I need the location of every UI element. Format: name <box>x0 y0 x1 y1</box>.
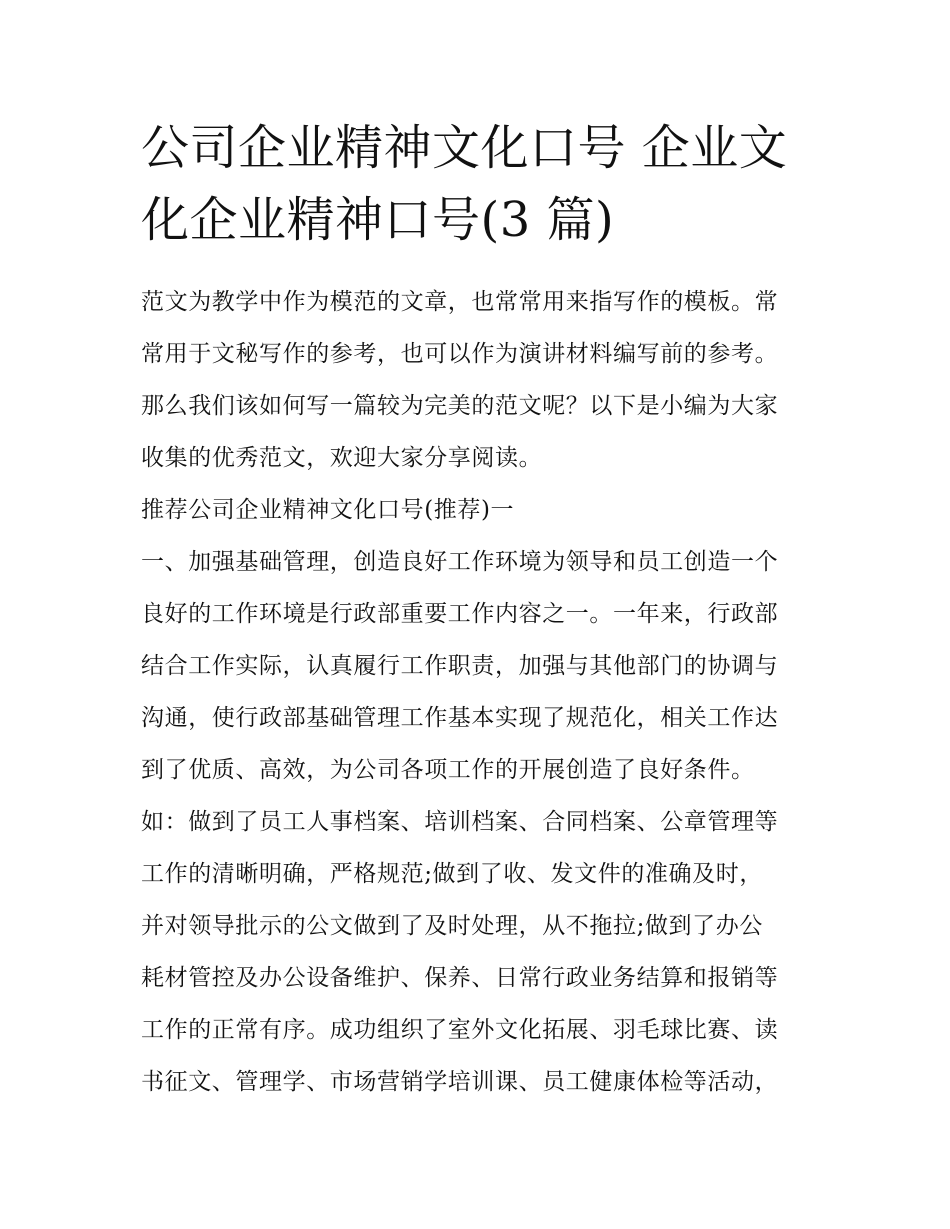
section-heading: 推荐公司企业精神文化口号(推荐)一 <box>141 497 515 523</box>
body-line: 收集的优秀范文，欢迎大家分享阅读。 <box>141 445 543 471</box>
document-body <box>141 280 821 1112</box>
body-line: 工作的清晰明确，严格规范;做到了收、发文件的准确及时， <box>141 861 763 887</box>
document-title <box>141 112 821 256</box>
body-line: 到了优质、高效，为公司各项工作的开展创造了良好条件。 <box>141 757 755 783</box>
body-line: 并对领导批示的公文做到了及时处理，从不拖拉;做到了办公 <box>141 913 763 939</box>
title-line: 公司企业精神文化口号 企业文 <box>141 120 788 176</box>
body-line: 良好的工作环境是行政部重要工作内容之一。一年来，行政部 <box>141 601 779 627</box>
body-line: 范文为教学中作为模范的文章，也常常用来指写作的模板。常 <box>141 289 779 315</box>
title-line: 化企业精神口号(3 篇) <box>141 192 615 248</box>
body-line: 结合工作实际，认真履行工作职责，加强与其他部门的协调与 <box>141 653 779 679</box>
body-line: 工作的正常有序。成功组织了室外文化拓展、羽毛球比赛、读 <box>141 1017 779 1043</box>
body-line: 如：做到了员工人事档案、培训档案、合同档案、公章管理等 <box>141 809 779 835</box>
body-line: 一、加强基础管理，创造良好工作环境为领导和员工创造一个 <box>141 549 779 575</box>
body-line: 沟通，使行政部基础管理工作基本实现了规范化，相关工作达 <box>141 705 779 731</box>
body-line: 书征文、管理学、市场营销学培训课、员工健康体检等活动， <box>141 1069 779 1095</box>
body-line: 常用于文秘写作的参考，也可以作为演讲材料编写前的参考。 <box>141 341 779 367</box>
body-line: 耗材管控及办公设备维护、保养、日常行政业务结算和报销等 <box>141 965 779 991</box>
body-line: 那么我们该如何写一篇较为完美的范文呢？以下是小编为大家 <box>141 393 779 419</box>
